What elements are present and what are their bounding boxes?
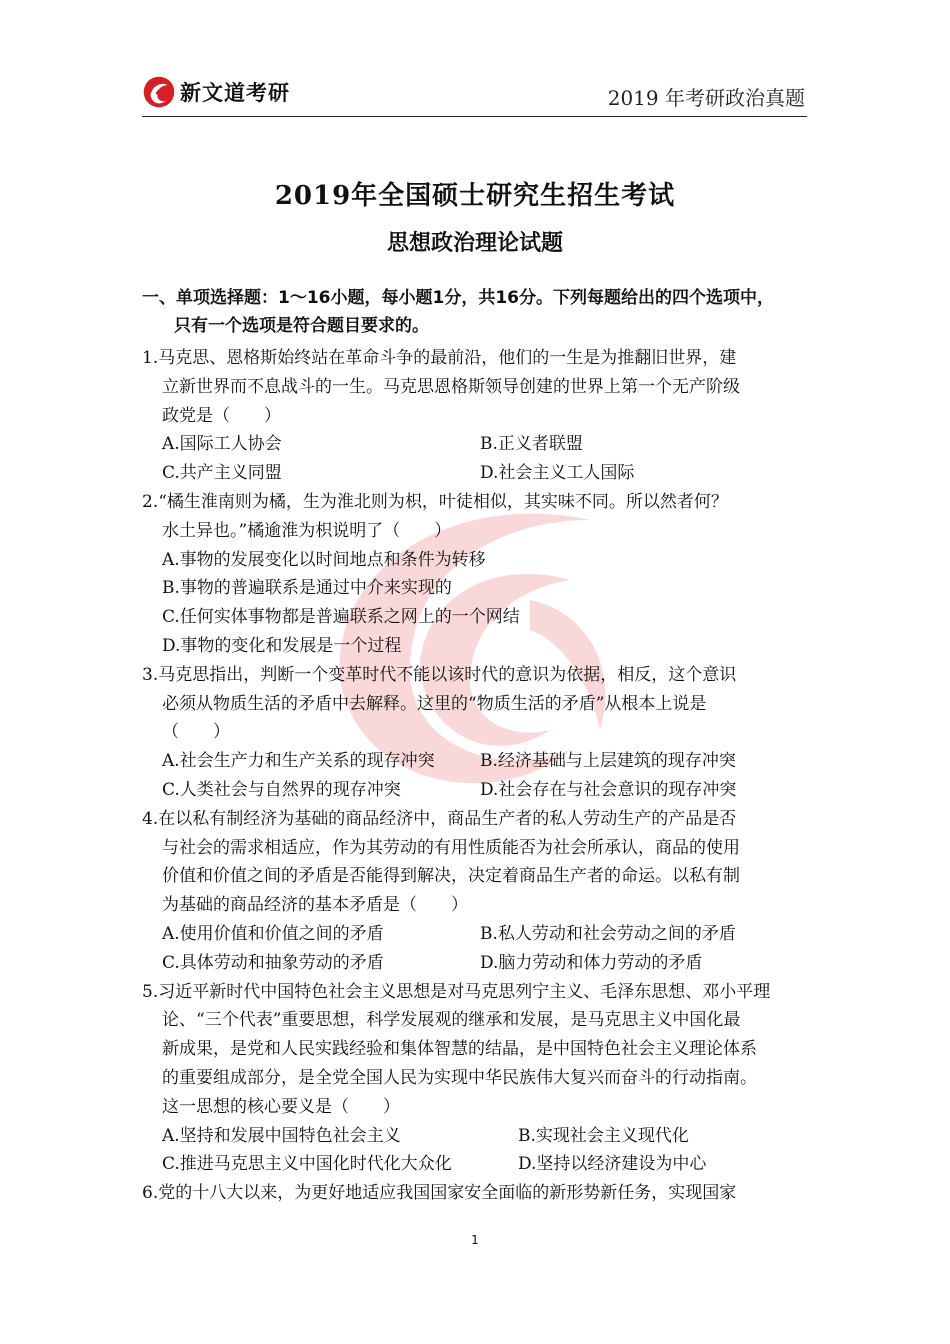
section-line-1: 一、单项选择题：1～16小题，每小题1分，共16分。下列每题给出的四个选项中， [142,288,774,308]
question-text-line: 论、“三个代表”重要思想，科学发展观的继承和发展，是马克思主义中国化最 [162,1010,741,1031]
phoenix-logo-icon [142,75,176,109]
option-d: D.事物的变化和发展是一个过程 [162,635,402,656]
question-text-line: 为基础的商品经济的基本矛盾是（ ） [162,895,468,916]
option-a: A.坚持和发展中国特色社会主义 [162,1125,401,1146]
option-a: A.使用价值和价值之间的矛盾 [162,923,384,944]
option-a: A.社会生产力和生产关系的现存冲突 [162,751,435,772]
question-text-line: 水土异也。”橘逾淮为枳说明了（ ） [162,520,452,541]
page-number: 1 [471,1233,479,1247]
question-text-line: 政党是（ ） [162,405,281,426]
option-d: D.脑力劳动和体力劳动的矛盾 [480,952,703,973]
question-text-line: （ ） [162,722,230,743]
exam-subtitle: 思想政治理论试题 [386,231,563,256]
option-d: D.坚持以经济建设为中心 [518,1154,707,1175]
page-header [142,72,807,117]
option-b: B.经济基础与上层建筑的现存冲突 [480,751,736,772]
option-a: A.事物的发展变化以时间地点和条件为转移 [162,549,486,570]
logo-text: 新文道考研 [180,81,290,105]
option-c: C.人类社会与自然界的现存冲突 [162,779,401,800]
question-text-line: 6.党的十八大以来，为更好地适应我国国家安全面临的新形势新任务，实现国家 [142,1183,737,1204]
section-heading [142,284,812,340]
option-b: B.私人劳动和社会劳动之间的矛盾 [480,923,736,944]
exam-title: 2019年全国硕士研究生招生考试 [274,181,676,211]
option-c: C.任何实体事物都是普遍联系之网上的一个网结 [162,607,520,628]
question-text-line: 5.习近平新时代中国特色社会主义思想是对马克思列宁主义、毛泽东思想、邓小平理 [142,981,771,1002]
question-3 [142,661,812,805]
question-text-line: 价值和价值之间的矛盾是否能得到解决，决定着商品生产者的命运。以私有制 [162,866,740,887]
option-d: D.社会存在与社会意识的现存冲突 [480,779,737,800]
question-1 [142,344,812,488]
option-c: C.共产主义同盟 [162,463,282,484]
option-c: C.推进马克思主义中国化时代化大众化 [162,1154,452,1175]
question-text-line: 这一思想的核心要义是（ ） [162,1096,400,1117]
question-text-line: 1.马克思、恩格斯始终站在革命斗争的最前沿，他们的一生是为推翻旧世界，建 [142,348,737,368]
question-5 [142,978,812,1180]
option-b: B.实现社会主义现代化 [518,1125,689,1146]
question-text-line: 4.在以私有制经济为基础的商品经济中，商品生产者的私人劳动生产的产品是否 [142,808,737,829]
document-label: 2019 年考研政治真题 [607,86,805,110]
section-line-2: 只有一个选项是符合题目要求的。 [174,316,429,336]
question-text-line: 立新世界而不息战斗的一生。马克思恩格斯领导创建的世界上第一个无产阶级 [162,376,740,397]
question-text-line: 3.马克思指出，判断一个变革时代不能以该时代的意识为依据，相反，这个意识 [142,664,737,685]
question-4 [142,805,812,978]
question-text-line: 2.“橘生淮南则为橘，生为淮北则为枳，叶徒相似，其实味不同。所以然者何？ [142,491,728,512]
question-list [142,344,812,1208]
question-text-line: 必须从物质生活的矛盾中去解释。这里的“物质生活的矛盾”从根本上说是 [162,693,707,714]
question-6 [142,1179,812,1208]
option-c: C.具体劳动和抽象劳动的矛盾 [162,952,384,973]
option-b: B.正义者联盟 [480,434,583,455]
option-a: A.国际工人协会 [162,434,282,455]
question-2 [142,488,812,661]
brand-logo [142,74,290,110]
question-text-line: 新成果，是党和人民实践经验和集体智慧的结晶，是中国特色社会主义理论体系 [162,1039,757,1060]
option-b: B.事物的普遍联系是通过中介来实现的 [162,578,452,599]
question-text-line: 与社会的需求相适应，作为其劳动的有用性质能否为社会所承认，商品的使用 [162,837,740,858]
option-d: D.社会主义工人国际 [480,463,635,484]
question-text-line: 的重要组成部分，是全党全国人民为实现中华民族伟大复兴而奋斗的行动指南。 [162,1067,757,1088]
